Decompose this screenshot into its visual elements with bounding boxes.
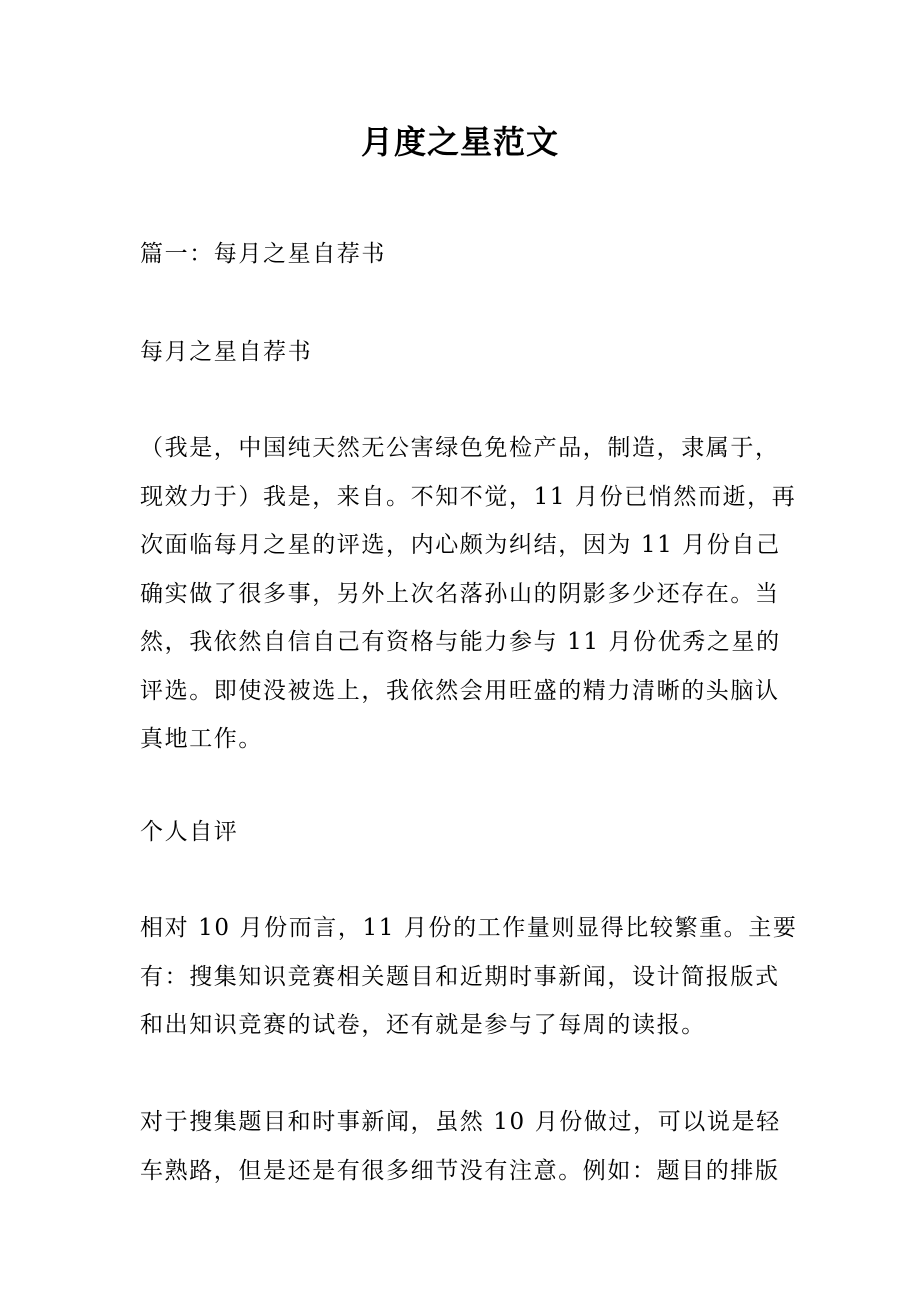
text-line: （我是，中国纯天然无公害绿色免检产品，制造，隶属于， xyxy=(140,435,780,461)
text-line: 相对 10 月份而言，11 月份的工作量则显得比较繁重。主要 xyxy=(140,915,798,941)
text-line: 现效力于）我是，来自。不知不觉，11 月份已悄然而逝，再 xyxy=(140,483,797,510)
intro-paragraph xyxy=(140,424,797,764)
text-line: 确实做了很多事，另外上次名落孙山的阴影多少还存在。当 xyxy=(140,580,780,607)
text-line: 然，我依然自信自己有资格与能力参与 11 月份优秀之星的 xyxy=(140,629,781,655)
text-line: 真地工作。 xyxy=(140,726,263,752)
news-paragraph xyxy=(140,1098,790,1195)
text-line: 有：搜集知识竞赛相关题目和近期时事新闻，设计简报版式 xyxy=(140,963,780,990)
text-line: 车熟路，但是还是有很多细节没有注意。例如：题目的排版 xyxy=(140,1157,780,1184)
text-line: 对于搜集题目和时事新闻，虽然 10 月份做过，可以说是轻 xyxy=(140,1109,781,1135)
text-line: 次面临每月之星的评选，内心颇为纠结，因为 11 月份自己 xyxy=(140,532,781,558)
work-paragraph xyxy=(140,904,798,1050)
text-line: 评选。即使没被选上，我依然会用旺盛的精力清晰的头脑认 xyxy=(140,677,780,704)
subheading: 每月之星自荐书 xyxy=(140,339,313,365)
document-title: 月度之星范文 xyxy=(360,123,559,161)
text-line: 和出知识竞赛的试卷，还有就是参与了每周的读报。 xyxy=(140,1012,706,1038)
section-heading: 篇一：每月之星自荐书 xyxy=(140,241,386,267)
self-review-heading: 个人自评 xyxy=(140,819,239,845)
